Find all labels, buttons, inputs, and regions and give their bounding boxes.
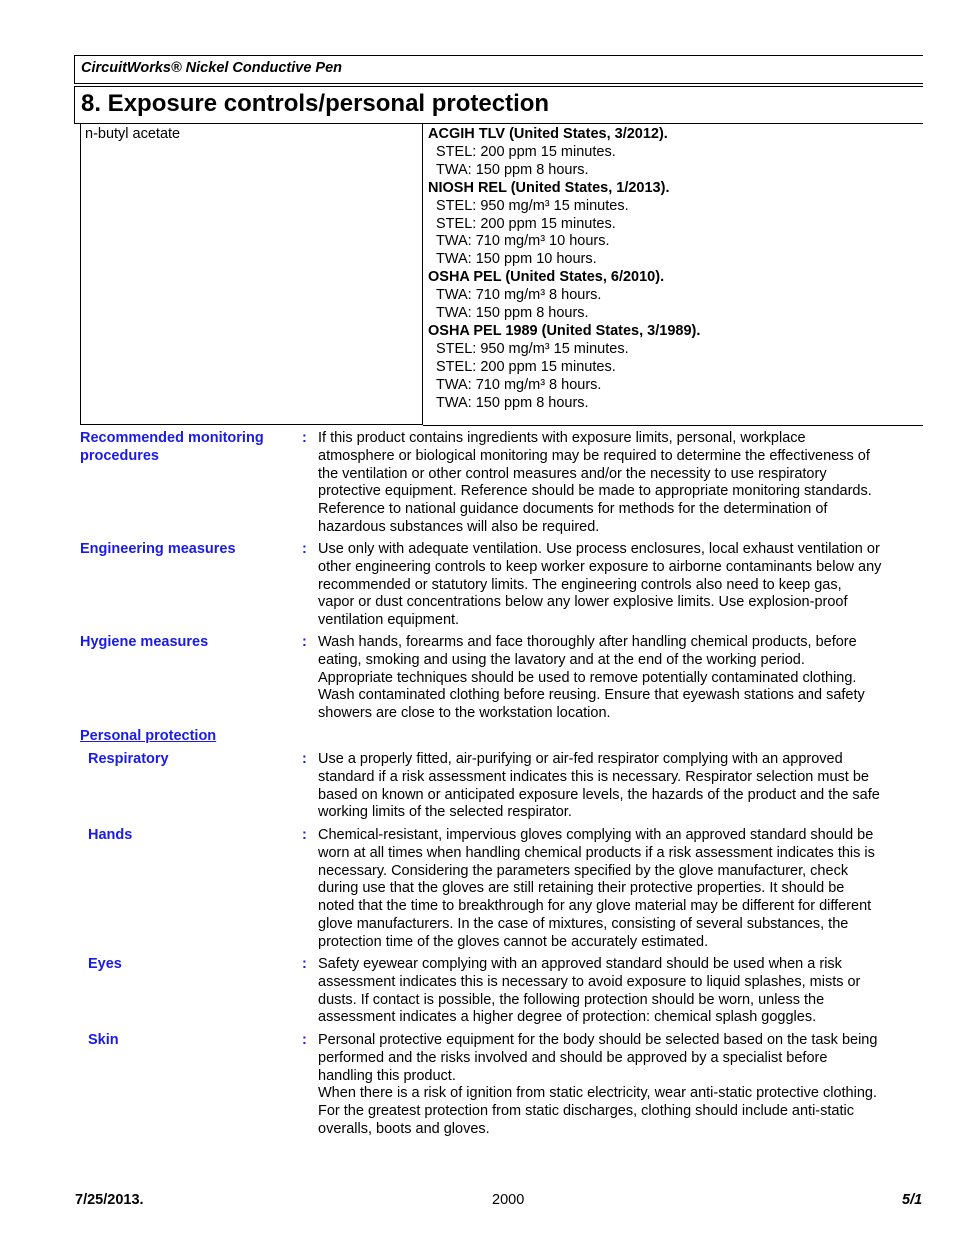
hygiene-colon: :	[302, 634, 307, 650]
monitoring-text: If this product contains ingredients with exposure limits, personal, workplace atmosphere or biological monitoring may be required to determine the effectiveness of the ventilation or other control measures and/or the necessity to use respiratory protective equipment. Reference should be made to appropriate monitoring standards. Reference to national guidance documents for methods for the determination of hazardous substances will also be required.	[318, 430, 872, 535]
engineering-text: Use only with adequate ventilation. Use process enclosures, local exhaust ventilation or other engineering controls to keep worker exposure to airborne contaminants below any recommended or statutory limits. The engineering controls also need to keep gas, vapor or dust concentrations below any lower explosive limits. Use explosion-proof ventilation equipment.	[318, 541, 882, 629]
limit-value: STEL: 950 mg/m³ 15 minutes.	[436, 197, 629, 214]
engineering-colon: :	[302, 541, 307, 557]
product-header-box	[74, 55, 923, 84]
respiratory-text: Use a properly fitted, air-purifying or air-fed respirator complying with an approved standard if a risk assessment indicates this is necessary. Respirator selection must be based on known or anticipated exposure levels, the hazards of the product and the safe working limits of the selected respirator.	[318, 751, 880, 821]
section-title: 8. Exposure controls/personal protection	[81, 90, 550, 117]
hands-colon: :	[302, 827, 307, 843]
monitoring-colon: :	[302, 430, 307, 446]
eyes-colon: :	[302, 956, 307, 972]
limit-value: TWA: 150 ppm 8 hours.	[436, 394, 589, 411]
limit-source: ACGIH TLV (United States, 3/2012).	[428, 126, 668, 142]
monitoring-label: Recommended monitoring procedures	[80, 430, 264, 464]
limit-source: OSHA PEL 1989 (United States, 3/1989).	[428, 322, 701, 339]
skin-colon: :	[302, 1032, 307, 1048]
limit-source: NIOSH REL (United States, 1/2013).	[428, 179, 670, 196]
skin-text: Personal protective equipment for the body should be selected based on the task being performed and the risks involved and should be approved by a specialist before handling this product. When there is a risk of ignition from static electricity, wear anti-static protective clothing. For the greatest protection from static discharges, clothing should include anti-static overalls, boots and gloves.	[318, 1032, 878, 1137]
exposure-limits-table	[80, 124, 923, 426]
hygiene-text: Wash hands, forearms and face thoroughly after handling chemical products, before eating, smoking and using the lavatory and at the end of the working period. Appropriate techniques should be used to remove potentially contaminated clothing. Wash contaminated clothing before reusing. Ensure that eyewash stations and safety showers are close to the workstation location.	[318, 634, 865, 722]
hands-label: Hands	[88, 827, 133, 843]
footer-date: 7/25/2013.	[75, 1192, 144, 1208]
limit-value: TWA: 150 ppm 10 hours.	[436, 251, 597, 268]
hygiene-label: Hygiene measures	[80, 634, 209, 650]
limit-value: STEL: 200 ppm 15 minutes.	[436, 215, 616, 232]
limit-source: OSHA PEL (United States, 6/2010).	[428, 269, 665, 286]
respiratory-colon: :	[302, 751, 307, 767]
limit-value: TWA: 150 ppm 8 hours.	[436, 305, 589, 322]
limit-value: TWA: 710 mg/m³ 10 hours.	[436, 233, 610, 250]
exposure-limits-list	[428, 126, 700, 413]
table-bottom-border	[423, 425, 923, 426]
limit-value: TWA: 710 mg/m³ 8 hours.	[436, 376, 602, 393]
eyes-label: Eyes	[88, 956, 122, 972]
personal-protection-heading: Personal protection	[80, 728, 217, 744]
ingredient-cell	[80, 124, 423, 425]
product-name: CircuitWorks® Nickel Conductive Pen	[81, 60, 343, 76]
limit-value: STEL: 200 ppm 15 minutes.	[436, 358, 616, 375]
limit-value: STEL: 200 ppm 15 minutes.	[436, 143, 616, 160]
limit-value: TWA: 150 ppm 8 hours.	[436, 161, 589, 178]
skin-label: Skin	[88, 1032, 119, 1048]
limit-value: TWA: 710 mg/m³ 8 hours.	[436, 287, 602, 304]
footer-code: 2000	[492, 1192, 525, 1208]
engineering-label: Engineering measures	[80, 541, 236, 557]
section-header-box	[74, 86, 923, 124]
eyes-text: Safety eyewear complying with an approved standard should be used when a risk assessment indicates this is necessary to avoid exposure to liquid splashes, mists or dusts. If contact is possible, the following protection should be worn, unless the assessment indicates a higher degree of protection: chemical splash goggles.	[318, 956, 861, 1026]
respiratory-label: Respiratory	[88, 751, 169, 767]
limit-value: STEL: 950 mg/m³ 15 minutes.	[436, 340, 629, 357]
hands-text: Chemical-resistant, impervious gloves complying with an approved standard should be worn at all times when handling chemical products if a risk assessment indicates this is necessary. Considering the parameters specified by the glove manufacturer, check during use that the gloves are still retaining their protective properties. It should be noted that the time to breakthrough for any glove material may be different for different glove manufacturers. In the case of mixtures, consisting of several substances, the protection time of the gloves cannot be accurately estimated.	[318, 827, 875, 950]
footer-page: 5/1	[902, 1192, 923, 1208]
ingredient-name: n-butyl acetate	[85, 126, 181, 142]
